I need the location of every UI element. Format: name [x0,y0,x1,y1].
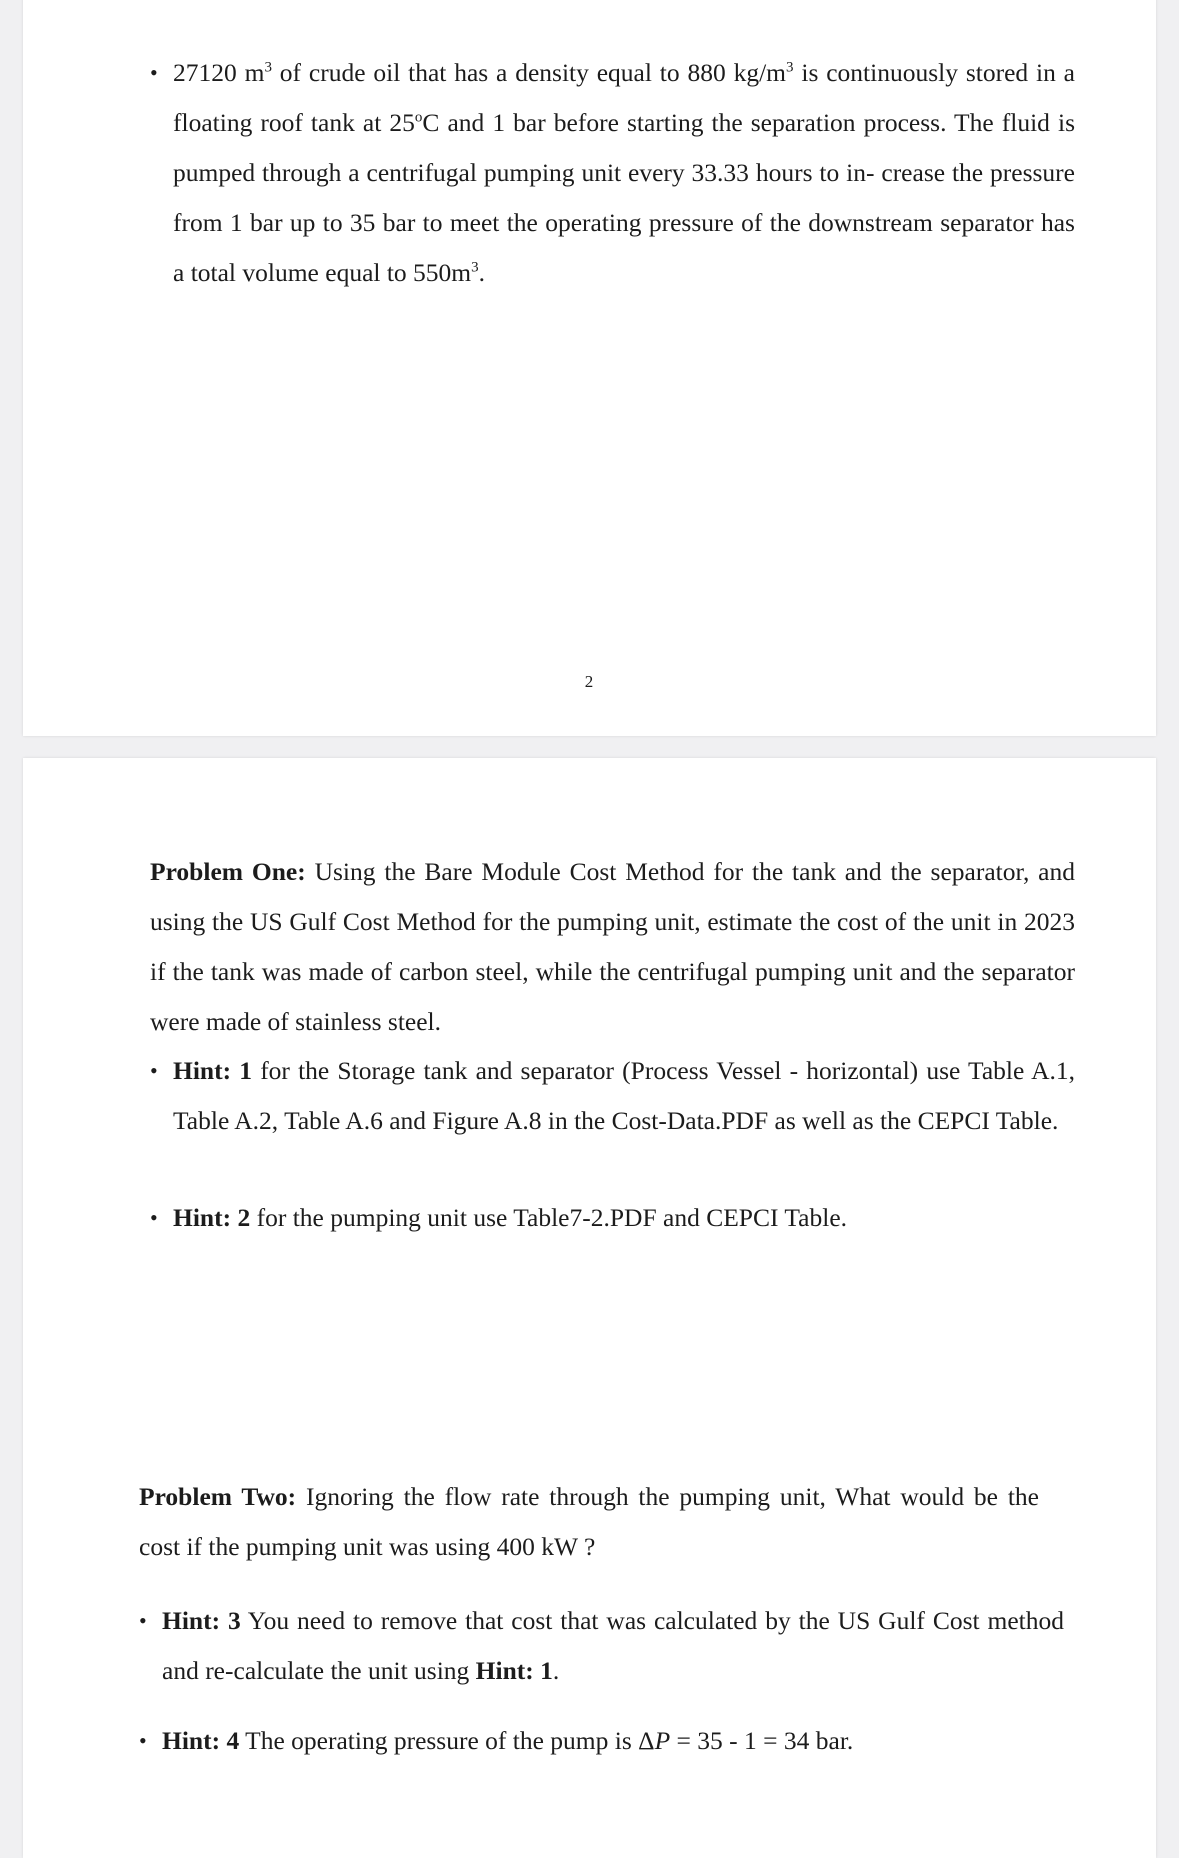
hint-4-label: Hint: 4 [162,1726,240,1755]
hint-2-text: for the pumping unit use Table7-2.PDF and CEPCI Table. [250,1203,848,1232]
problem-two-label: Problem Two: [139,1482,297,1511]
paragraph-text: of crude oil that has a density equal to 880 kg/m [271,58,787,87]
hint-3-end: . [552,1656,560,1685]
problem-one-text: Using the Bare Module Cost Method for the tank and the separator, and using the US Gulf Cost Method for the pumping unit, estimate the cost of the unit in 2023 if the tank was made of carbon steel, while the centrifugal pumping unit and the separator were made of stainless steel. [150,857,1076,1036]
hint-3-label: Hint: 3 [162,1606,241,1635]
problem-two [139,1472,1039,1572]
bullet-marker: • [150,60,158,85]
hint-1-text: for the Storage tank and separator (Process Vessel - horizontal) use Table A.1, Table A.2, Table A.6 and Figure A.8 in the Cost-Data.PDF as well as the CEPCI Table. [173,1056,1075,1135]
bullet-marker: • [150,1205,158,1230]
degree-symbol: o [414,109,423,126]
hint-1-label: Hint: 1 [173,1056,253,1085]
bullet-marker: • [139,1728,147,1753]
volume-value: 27120 m [173,58,265,87]
hint-3-reference: Hint: 1 [475,1656,553,1685]
hint-3 [162,1596,1064,1696]
hint-4 [162,1716,1064,1766]
bullet-marker: • [150,1058,158,1083]
bullet-marker: • [139,1608,147,1633]
hint-4-text-end: = 35 - 1 = 34 bar. [670,1726,854,1755]
exponent: 3 [264,59,272,76]
hint-1 [173,1046,1075,1146]
page-number: 2 [584,672,594,691]
hint-2 [173,1193,1075,1243]
hint-3-text: You need to remove that cost that was calculated by the US Gulf Cost method and re-calculate the unit using [162,1606,1064,1685]
pressure-symbol: P [654,1726,671,1755]
problem-two-text: Ignoring the flow rate through the pumping unit, What would be the cost if the pumping unit was using 400 kW ? [139,1482,1039,1561]
document-page-2 [23,0,1156,736]
hint-2-label: Hint: 2 [173,1203,251,1232]
exponent: 3 [786,59,794,76]
crude-oil-description [173,48,1075,298]
paragraph-text: . [478,258,486,287]
paragraph-text: is continuously stored in a floating roof tank at 25 [173,58,1075,137]
problem-one [150,847,1075,1047]
paragraph-text: C and 1 bar before starting the separation process. The fluid is pumped through a centrifugal pumping unit every 33.33 hours to in- crease the pressure from 1 bar up to 35 bar to meet the operating pressure of the downstream separator has a total volume equal to 550m [173,108,1075,287]
exponent: 3 [471,259,479,276]
hint-4-text: The operating pressure of the pump is Δ [239,1726,655,1755]
problem-one-label: Problem One: [150,857,306,886]
document-page-3 [23,758,1156,1858]
